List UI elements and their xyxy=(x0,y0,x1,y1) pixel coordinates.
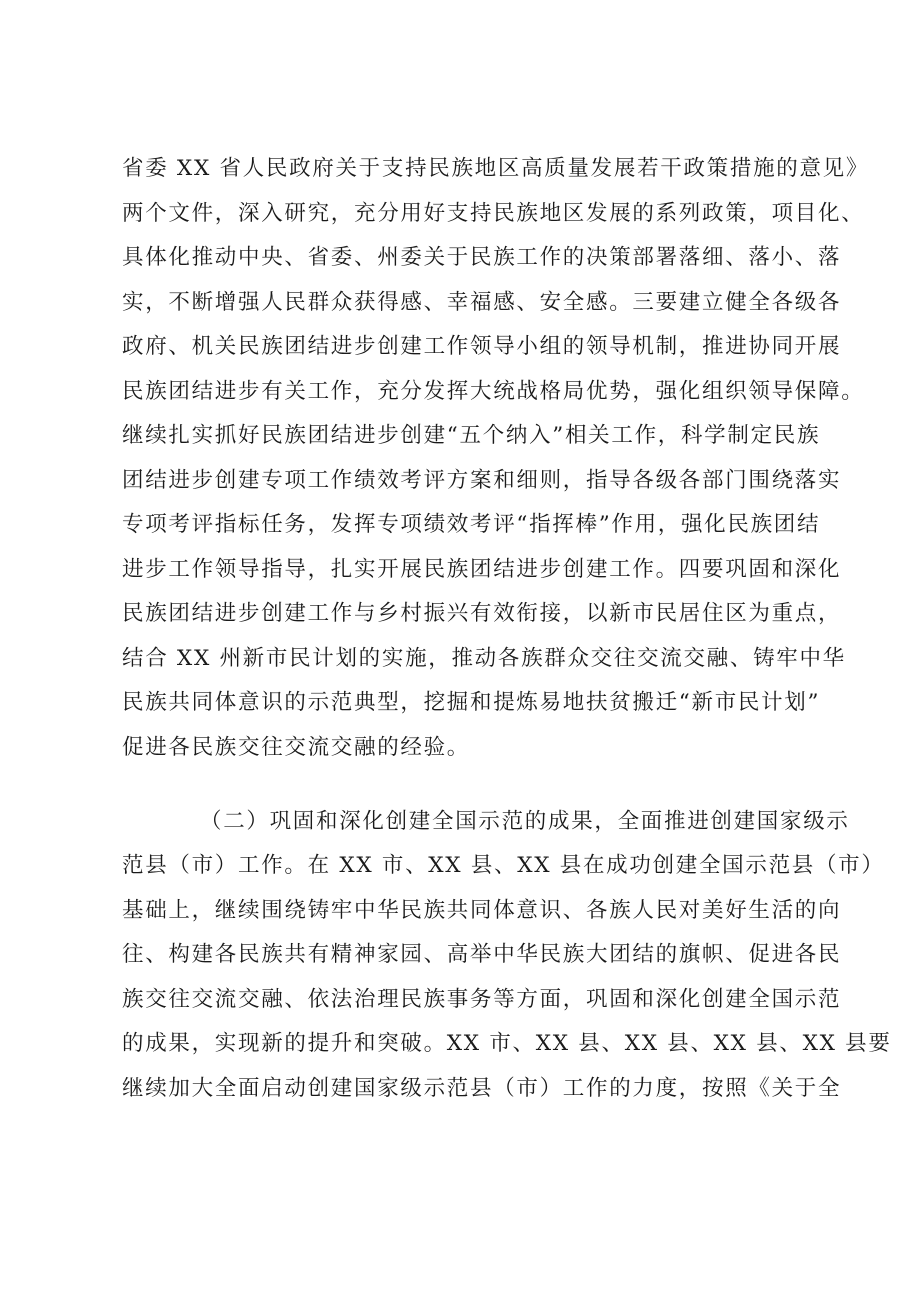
text-line: 促进各民族交往交流交融的经验。 xyxy=(122,735,471,760)
text-line: 政府、机关民族团结进步创建工作领导小组的领导机制，推进协同开展 xyxy=(122,334,842,359)
text-line: 民族共同体意识的示范典型，挖掘和提炼易地扶贫搬迁“新市民计划” xyxy=(122,690,821,715)
text-line: 进步工作领导指导，扎实开展民族团结进步创建工作。四要巩固和深化 xyxy=(122,557,842,582)
text-line: 继续扎实抓好民族团结进步创建“五个纳入”相关工作，科学制定民族 xyxy=(122,423,821,448)
text-line: 民族团结进步有关工作，充分发挥大统战格局优势，强化组织领导保障。 xyxy=(122,379,865,404)
text-line: 继续加大全面启动创建国家级示范县（市）工作的力度，按照《关于全 xyxy=(122,1076,842,1101)
text-line: 往、构建各民族共有精神家园、高举中华民族大团结的旗帜、促进各民 xyxy=(122,942,842,967)
text-line: 省委 XX 省人民政府关于支持民族地区高质量发展若干政策措施的意见》 xyxy=(122,156,870,181)
text-line: 具体化推动中央、省委、州委关于民族工作的决策部署落细、落小、落 xyxy=(122,245,842,270)
text-line: 的成果，实现新的提升和突破。XX 市、XX 县、XX 县、XX 县、XX 县要 xyxy=(122,1031,892,1056)
text-line: 两个文件，深入研究，充分用好支持民族地区发展的系列政策，项目化、 xyxy=(122,201,865,226)
text-line: 基础上，继续围绕铸牢中华民族共同体意识、各族人民对美好生活的向 xyxy=(122,898,842,923)
text-line: 范县（市）工作。在 XX 市、XX 县、XX 县在成功创建全国示范县（市） xyxy=(122,853,885,878)
text-line: 实，不断增强人民群众获得感、幸福感、安全感。三要建立健全各级各 xyxy=(122,290,842,315)
text-line: 族交往交流交融、依法治理民族事务等方面，巩固和深化创建全国示范 xyxy=(122,987,842,1012)
text-line: 团结进步创建专项工作绩效考评方案和细则，指导各级各部门围绕落实 xyxy=(122,468,842,493)
text-line: 民族团结进步创建工作与乡村振兴有效衔接，以新市民居住区为重点， xyxy=(122,601,842,626)
text-line: 专项考评指标任务，发挥专项绩效考评“指挥棒”作用，强化民族团结 xyxy=(122,512,821,537)
section-heading-line: （二）巩固和深化创建全国示范的成果，全面推进创建国家级示 xyxy=(200,809,850,834)
text-line: 结合 XX 州新市民计划的实施，推动各族群众交往交流交融、铸牢中华 xyxy=(122,646,846,671)
